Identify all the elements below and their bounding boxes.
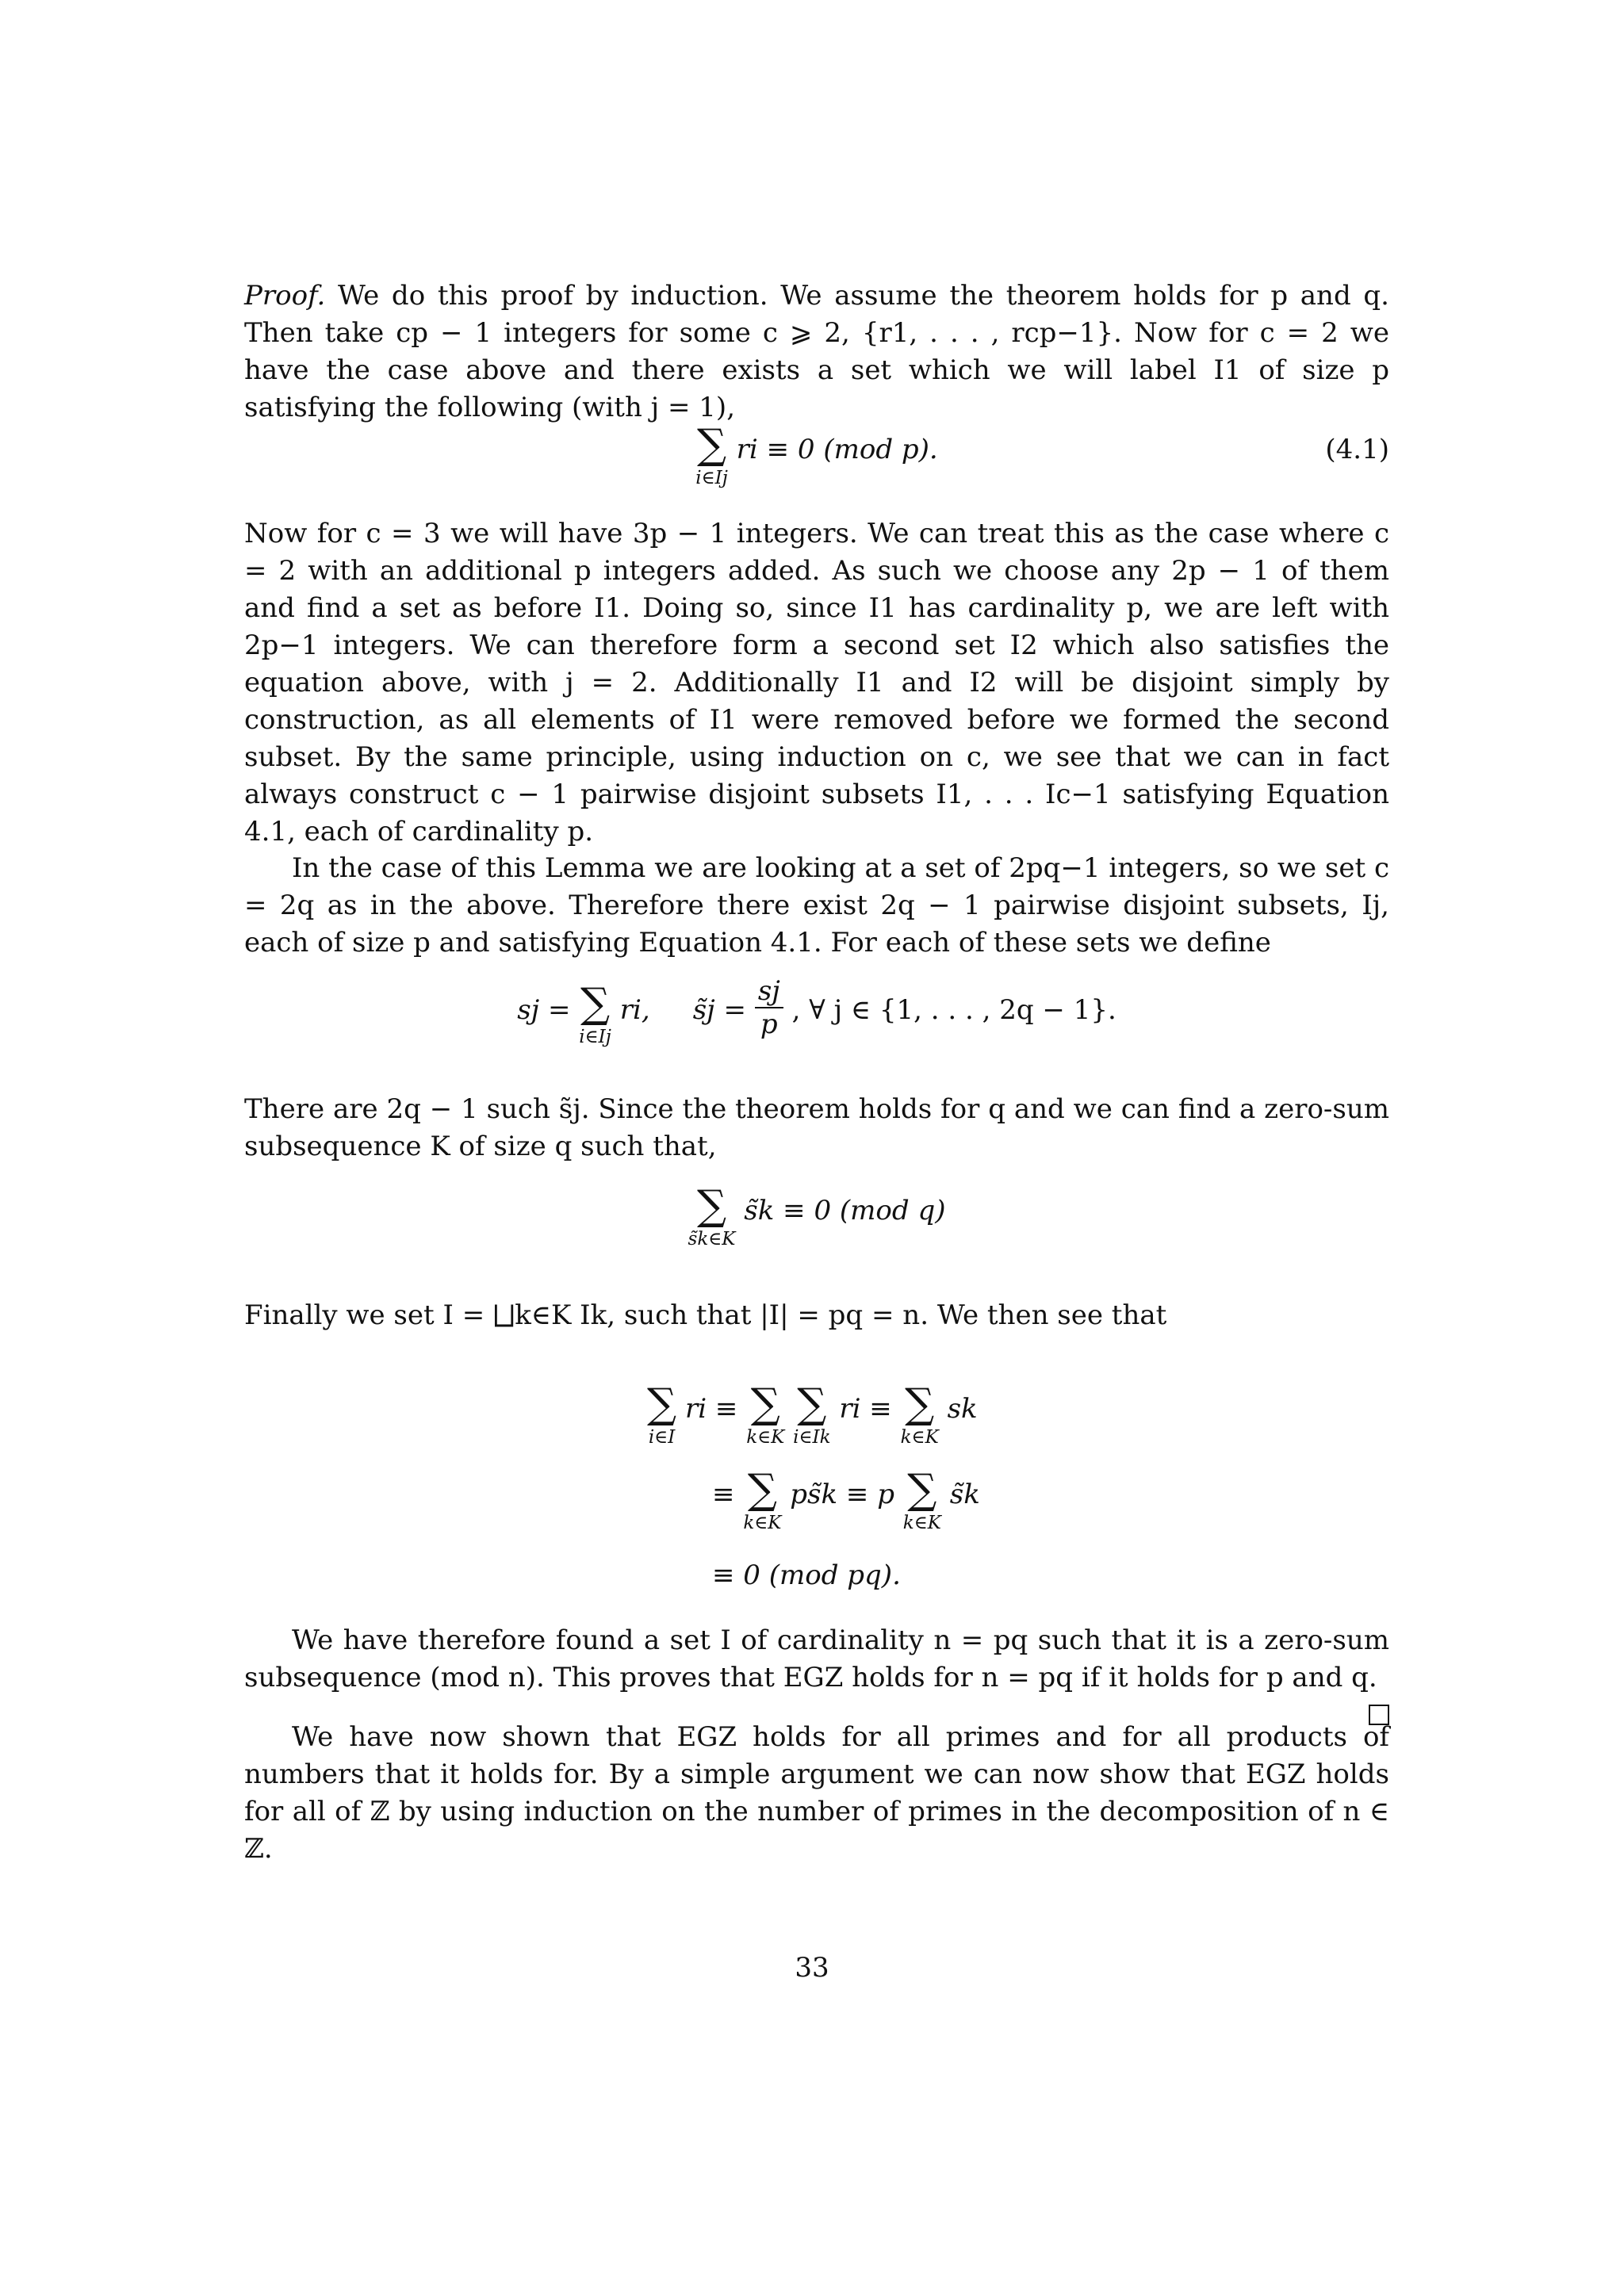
paragraph-construction: Now for c = 3 we will have 3p − 1 integers. We can treat this as the case where c = 2 with an additional p integers added. As such we choose any 2p − 1 of them and find a set as before I1. Doing so, since I1 has cardinality p, we are left with 2p−1 integers. We can therefore form a second set I2 which also satisfies the equation above, with j = 2. Additionally I1 and I2 will be disjoint simply by construction, as all elements of I1 were removed before we formed the second subset. By the same principle, using induction on c, we see that we can in fact always construct c − 1 pairwise disjoint subsets I1, . . . Ic−1 satisfying Equation 4.1, each of cardinality p.	[244, 518, 1389, 848]
sum-symbol: ∑ i∈Ij	[695, 421, 728, 488]
align-row-1: ∑ i∈I ri ≡ ∑ k∈K ∑ i∈Ik ri ≡ ∑ k∈K sk	[647, 1380, 978, 1448]
paragraph-zero-sum: There are 2q − 1 such s̃j. Since the theorem holds for q and we can find a zero-sum subsequence K of size q such that,	[244, 1093, 1389, 1162]
paragraph-lemma: In the case of this Lemma we are looking at a set of 2pq−1 integers, so we set c = 2q as in the above. Therefore there exist 2q − 1 pairwise disjoint subsets, Ij, each of size p and satisfying Equation 4.1. For each of these sets we define	[244, 852, 1389, 959]
proof-paragraph	[244, 277, 1389, 427]
equation-4-1	[244, 421, 1389, 503]
paragraph-conclusion: We have therefore found a set I of cardinality n = pq such that it is a zero-sum subsequence (mod n). This proves that EGZ holds for n = pq if it holds for p and q.	[244, 1622, 1389, 1734]
align-row-2: ≡ ∑ k∈K ps̃k ≡ p ∑ k∈K s̃k	[712, 1466, 980, 1533]
fraction: $\frac{sj}{p}$	[755, 975, 783, 1040]
align-row-3: ≡ 0 (mod pq).	[712, 1559, 901, 1591]
equation-sk: ∑ s̃k∈K s̃k ≡ 0 (mod q)	[688, 1182, 946, 1249]
sum-symbol: ∑ s̃k∈K	[688, 1182, 736, 1249]
aligned-equations	[244, 1380, 1389, 1605]
paragraph-final-set: Finally we set I = ⨆k∈K Ik, such that |I| = pq = n. We then see that	[244, 1299, 1167, 1331]
equation-number: (4.1)	[1325, 434, 1389, 465]
sum-symbol: ∑ i∈Ij	[579, 980, 611, 1047]
proof-label: Proof.	[244, 280, 326, 312]
equation-sj-definition: sj = ∑ i∈Ij ri, s̃j = $\frac{sj}{p}$ , ∀ j ∈ {1, . . . , 2q − 1}.	[517, 975, 1116, 1047]
page-number: 33	[795, 1952, 829, 1984]
equation-body: ri ≡ 0 (mod p).	[736, 434, 938, 465]
paragraph-egz-summary: We have now shown that EGZ holds for all primes and for all products of numbers that it holds for. By a simple argument we can now show that EGZ holds for all of ℤ by using induction on the number of primes in the decomposition of n ∈ ℤ.	[244, 1721, 1389, 1865]
proof-text: We do this proof by induction. We assume the theorem holds for p and q. Then take cp − 1 integers for some c ⩾ 2, {r1, . . . , rcp−1}. Now for c = 2 we have the case above and there exists a set which we will label I1 of size p satisfying the following (with j = 1),	[244, 280, 1389, 423]
